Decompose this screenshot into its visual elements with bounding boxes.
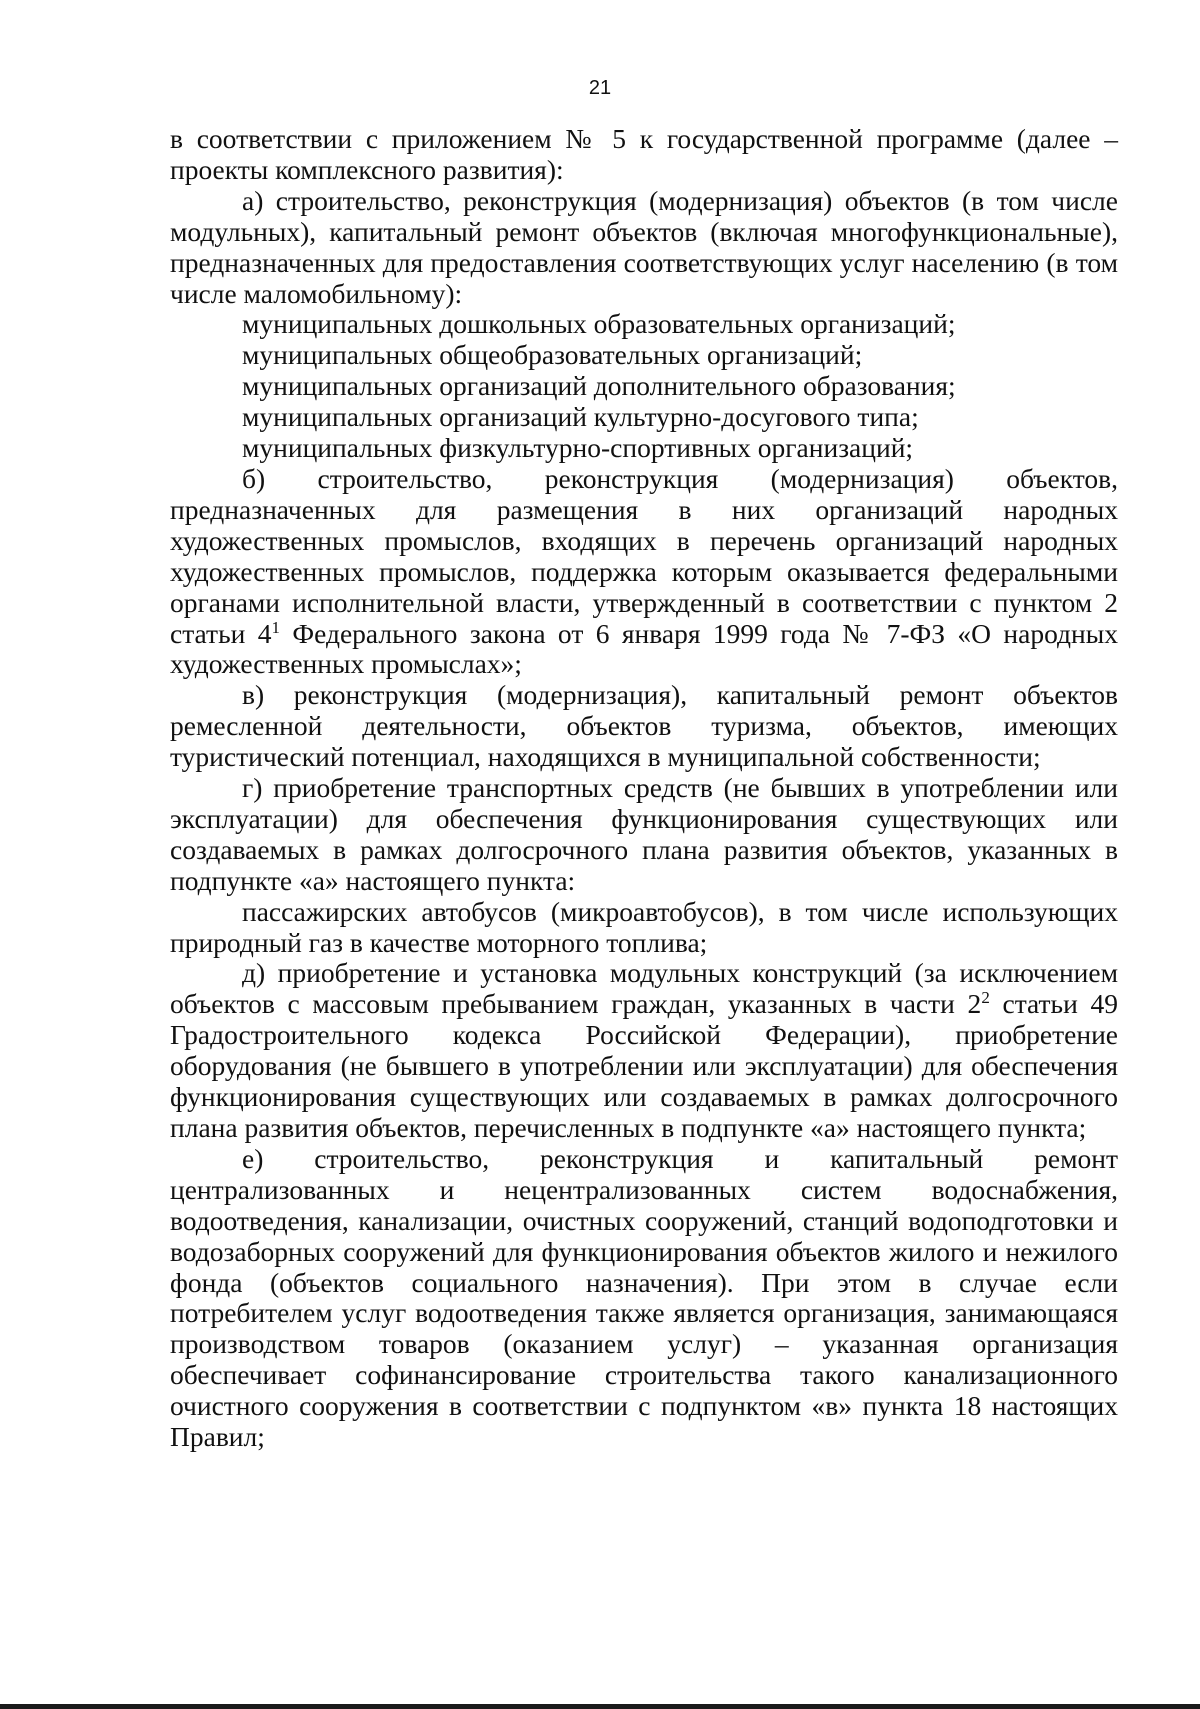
page-number: 21 (588, 77, 612, 99)
para-item-g-1: пассажирских автобусов (микроавтобусов), в том числе использующих природный газ в качестве моторного топлива; (170, 895, 1118, 958)
para-item-d (170, 958, 1118, 1143)
superscript-2: 2 (981, 988, 990, 1008)
para-item-g: г) приобретение транспортных средств (не бывших в употреблении или эксплуатации) для обеспечения функционирования существующих или создаваемых в рамках долгосрочного плана развития объектов, указанных в подпункте «а» настоящего пункта: (170, 772, 1118, 896)
para-item-v: в) реконструкция (модернизация), капитальный ремонт объектов ремесленной деятельности, объектов туризма, объектов, имеющих туристический потенциал, находящихся в муниципальной собственности; (170, 679, 1118, 773)
para-item-d-text-part-2: статьи 49 Градостроительного кодекса Российской Федерации), приобретение оборудования (не бывшего в употреблении или эксплуатации) для обеспечения функционирования существующих или создаваемых в рамках долгосрочного плана развития объектов, перечисленных в подпункте «а» настоящего пункта; (170, 988, 1118, 1143)
para-item-b-text-part-1: б) строительство, реконструкция (модернизация) объектов, предназначенных для размещения в них организаций народных художественных промыслов, входящих в перечень организаций народных художественных промыслов, поддержка которым оказывается федеральными органами исполнительной власти, утвержденный в соответствии с пунктом 2 статьи 4 (170, 462, 1118, 649)
superscript-1: 1 (271, 617, 280, 637)
para-item-a-4: муниципальных организаций культурно-досугового типа; (242, 401, 919, 433)
para-item-a-2: муниципальных общеобразовательных организаций; (242, 339, 863, 371)
scan-bottom-border (0, 1704, 1200, 1709)
para-item-a-5: муниципальных физкультурно-спортивных организаций; (242, 432, 914, 464)
para-item-a: а) строительство, реконструкция (модернизация) объектов (в том числе модульных), капитальный ремонт объектов (включая многофункциональные), предназначенных для предоставления соответствующих услуг населению (в том числе маломобильному): (170, 184, 1118, 309)
para-item-e: е) строительство, реконструкция и капитальный ремонт централизованных и нецентрализованных систем водоснабжения, водоотведения, канализации, очистных сооружений, станций водоподготовки и водозаборных сооружений для функционирования объектов жилого и нежилого фонда (объектов социального назначения). При этом в случае если потребителем услуг водоотведения также является организация, занимающаяся производством товаров (оказанием услуг) – указанная организация обеспечивает софинансирование строительства такого канализационного очистного сооружения в соответствии с подпунктом «в» пункта 18 настоящих Правил; (170, 1142, 1118, 1453)
para-item-d-text-part-1: д) приобретение и установка модульных конструкций (за исключением объектов с массовым пребыванием граждан, указанных в части 2 (170, 957, 1118, 1020)
para-item-a-1: муниципальных дошкольных образовательных организаций; (242, 308, 956, 340)
para-item-b (170, 464, 1118, 680)
document-body (170, 124, 1118, 1453)
para-item-b-text-part-2: Федерального закона от 6 января 1999 года № 7-ФЗ «О народных художественных промыслах»; (170, 617, 1118, 680)
para-intro-continuation: в соответствии с приложением № 5 к государственной программе (далее – проекты комплексного развития): (170, 123, 1118, 185)
para-item-a-3: муниципальных организаций дополнительного образования; (242, 370, 956, 402)
